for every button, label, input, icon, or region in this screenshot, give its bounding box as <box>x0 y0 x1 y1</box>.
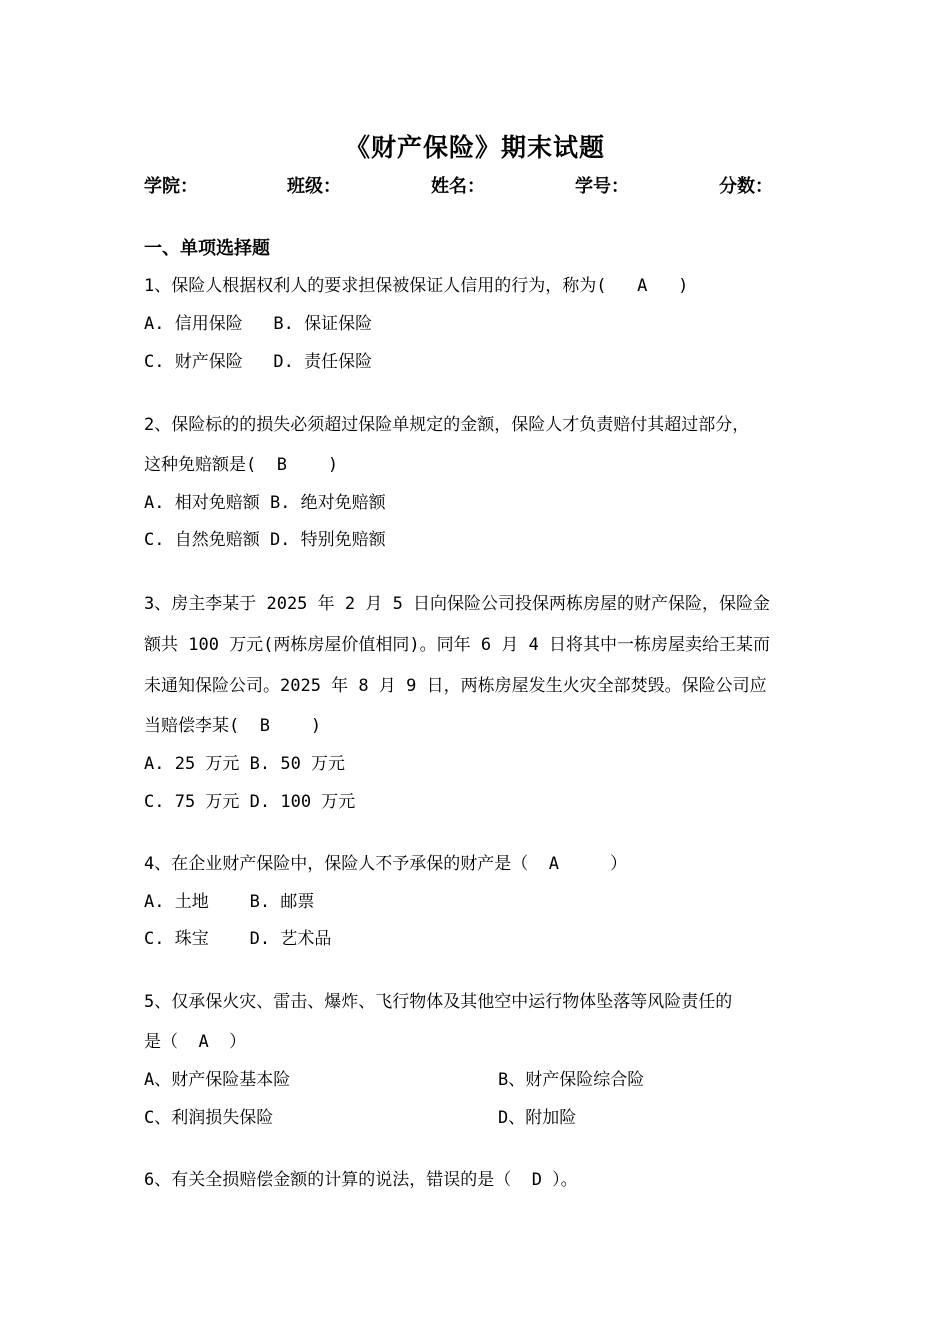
question-5-option-a: A、财产保险基本险 <box>144 1070 291 1090</box>
question-5-option-c: C、利润损失保险 <box>144 1108 274 1128</box>
question-5-text-line-1: 5、仅承保火灾、雷击、爆炸、飞行物体及其他空中运行物体坠落等风险责任的 <box>144 992 733 1012</box>
question-5-option-d: D、附加险 <box>498 1108 577 1128</box>
question-4-options-row-2: C. 珠宝 D. 艺术品 <box>144 929 332 949</box>
student-info-row <box>0 172 950 202</box>
name-label: 姓名： <box>431 176 485 197</box>
question-3-options-row-1: A. 25 万元 B. 50 万元 <box>144 754 346 774</box>
question-6-text: 6、有关全损赔偿金额的计算的说法，错误的是（ D ）。 <box>144 1170 578 1190</box>
exam-title: 《财产保险》期末试题 <box>344 133 605 162</box>
question-3-text-line-1: 3、房主李某于 2025 年 2 月 5 日向保险公司投保两栋房屋的财产保险，保险金 <box>144 594 771 614</box>
question-5-text-line-2: 是（ A ） <box>144 1032 247 1052</box>
question-2-text-line-2: 这种免赔额是( B ) <box>144 455 339 475</box>
question-5-option-b: B、财产保险综合险 <box>498 1070 645 1090</box>
question-1-text: 1、保险人根据权利人的要求担保被保证人信用的行为，称为( A ) <box>144 276 689 296</box>
score-label: 分数： <box>719 176 773 197</box>
student-id-label: 学号： <box>575 176 629 197</box>
question-1-options-row-1: A. 信用保险 B. 保证保险 <box>144 314 373 334</box>
question-3-options-row-2: C. 75 万元 D. 100 万元 <box>144 792 356 812</box>
section-heading: 一、单项选择题 <box>144 238 270 259</box>
question-2-options-row-2: C. 自然免赔额 D. 特别免赔额 <box>144 530 386 550</box>
question-3-text-line-2: 额共 100 万元(两栋房屋价值相同)。同年 6 月 4 日将其中一栋房屋卖给王某而 <box>144 635 771 655</box>
question-4-text: 4、在企业财产保险中，保险人不予承保的财产是（ A ） <box>144 854 628 874</box>
question-2-options-row-1: A. 相对免赔额 B. 绝对免赔额 <box>144 493 386 513</box>
question-1-options-row-2: C. 财产保险 D. 责任保险 <box>144 352 373 372</box>
question-4-options-row-1: A. 土地 B. 邮票 <box>144 892 315 912</box>
class-label: 班级： <box>287 176 341 197</box>
question-3-text-line-3: 未通知保险公司。2025 年 8 月 9 日，两栋房屋发生火灾全部焚毁。保险公司应 <box>144 676 767 696</box>
question-2-text-line-1: 2、保险标的的损失必须超过保险单规定的金额，保险人才负责赔付其超过部分， <box>144 415 750 435</box>
college-label: 学院： <box>144 176 198 197</box>
question-3-text-line-4: 当赔偿李某( B ) <box>144 716 322 736</box>
